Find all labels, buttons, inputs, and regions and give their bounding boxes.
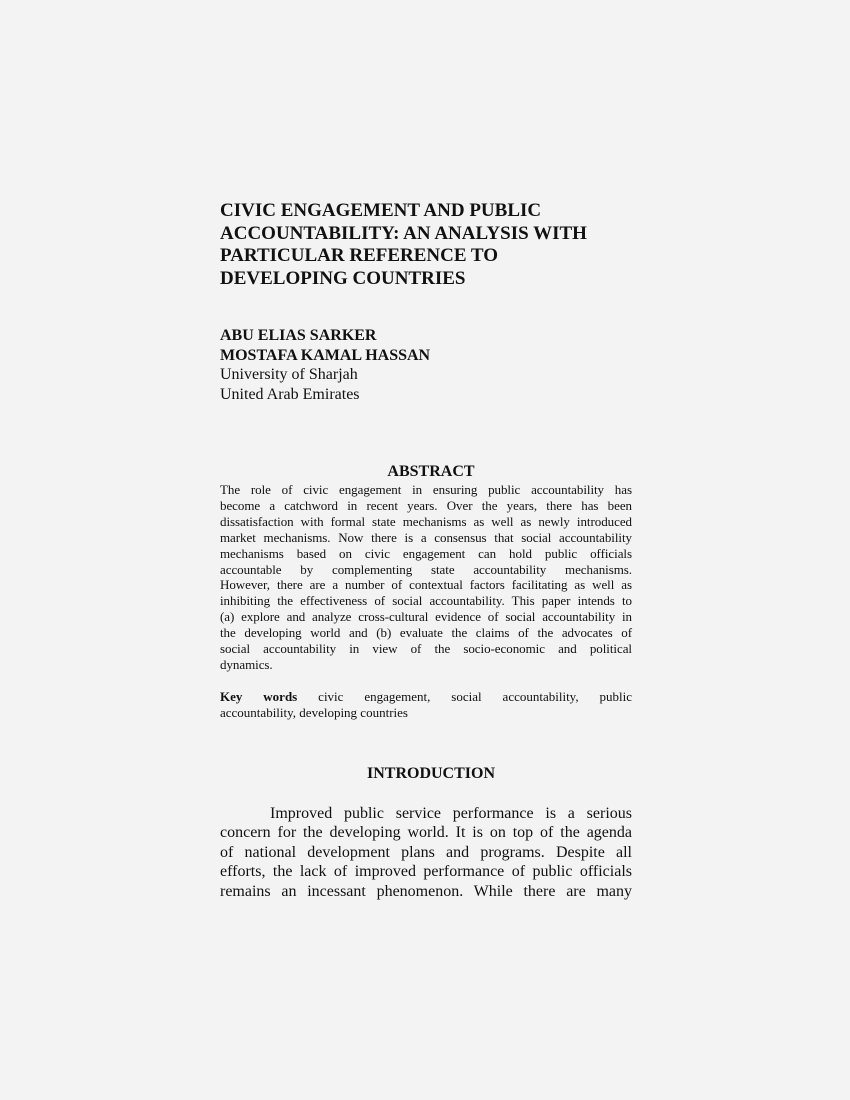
intro-line: remains an incessant phenomenon. While there are many <box>220 882 632 900</box>
abstract-line: become a catchword in recent years. Over the years, there has been <box>220 497 632 513</box>
abstract-line: dynamics. <box>220 656 273 672</box>
paper-title <box>220 200 640 290</box>
intro-line: efforts, the lack of improved performance of public officials <box>220 863 632 881</box>
abstract-line: inhibiting the effectiveness of social accountability. This paper intends to <box>220 593 632 609</box>
introduction-text <box>220 804 632 901</box>
abstract-line: accountable by complementing state accountability mechanisms. <box>220 561 632 577</box>
title-line: PARTICULAR REFERENCE TO <box>220 245 499 266</box>
keywords-text-cont: accountability, developing countries <box>220 704 408 720</box>
title-line: CIVIC ENGAGEMENT AND PUBLIC <box>220 200 542 221</box>
intro-line: of national development plans and programs. Despite all <box>220 843 632 861</box>
abstract-line: market mechanisms. Now there is a consensus that social accountability <box>220 529 632 545</box>
keywords-block <box>220 689 632 721</box>
abstract-line: the developing world and (b) evaluate the claims of the advocates of <box>220 625 632 641</box>
abstract-line: social accountability in view of the socio-economic and political <box>220 641 632 657</box>
paper-page <box>220 200 632 901</box>
intro-line: concern for the developing world. It is on top of the agenda <box>220 824 632 842</box>
author-name: ABU ELIAS SARKER <box>220 327 377 344</box>
keywords-label: Key words <box>220 688 298 704</box>
abstract-text <box>220 482 632 673</box>
title-line: DEVELOPING COUNTRIES <box>220 267 466 289</box>
affiliation-university: University of Sharjah <box>220 366 358 383</box>
author-block <box>220 326 632 404</box>
affiliation-country: United Arab Emirates <box>220 385 360 403</box>
author-name: MOSTAFA KAMAL HASSAN <box>220 346 431 364</box>
title-line: ACCOUNTABILITY: AN ANALYSIS WITH <box>220 222 587 244</box>
introduction-heading: INTRODUCTION <box>366 764 495 782</box>
abstract-line: dissatisfaction with formal state mechanisms as well as newly introduced <box>220 513 632 529</box>
abstract-line: mechanisms based on civic engagement can hold public officials <box>220 545 632 561</box>
abstract-line: The role of civic engagement in ensuring public accountability has <box>220 482 632 497</box>
keywords-text: civic engagement, social accountability, public <box>318 688 632 704</box>
abstract-line: However, there are a number of contextual factors facilitating as well as <box>220 577 632 593</box>
abstract-heading: ABSTRACT <box>387 463 475 480</box>
abstract-line: (a) explore and analyze cross-cultural evidence of social accountability in <box>220 609 632 625</box>
intro-line: Improved public service performance is a serious <box>270 804 632 822</box>
